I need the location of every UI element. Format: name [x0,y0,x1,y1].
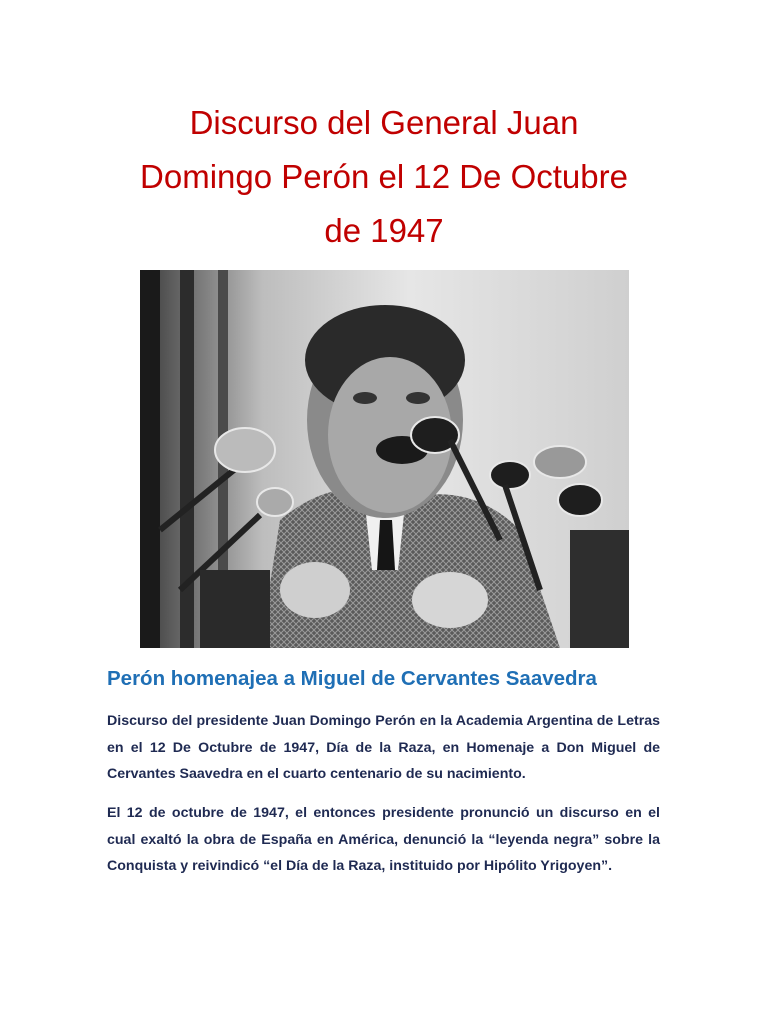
title-line: Domingo Perón el 12 De Octubre [140,158,628,195]
section-subtitle: Perón homenajea a Miguel de Cervantes Saavedra [107,667,597,690]
title-line: Discurso del General Juan [189,104,579,141]
title-line: de 1947 [324,212,444,249]
speech-photo [140,270,629,648]
body-paragraph: El 12 de octubre de 1947, el entonces presidente pronunció un discurso en el cual exaltó la obra de España en América, denunció la “leyenda negra” sobre la Conquista y reivindicó “el Día de la Raza, instituido por Hipólito Yrigoyen”. [107,805,660,874]
page-title [60,96,708,258]
body-paragraph: Discurso del presidente Juan Domingo Perón en la Academia Argentina de Letras en el 12 De Octubre de 1947, Día de la Raza, en Homenaje a Don Miguel de Cervantes Saavedra en el cuarto centenario de su nacimiento. [107,713,660,782]
